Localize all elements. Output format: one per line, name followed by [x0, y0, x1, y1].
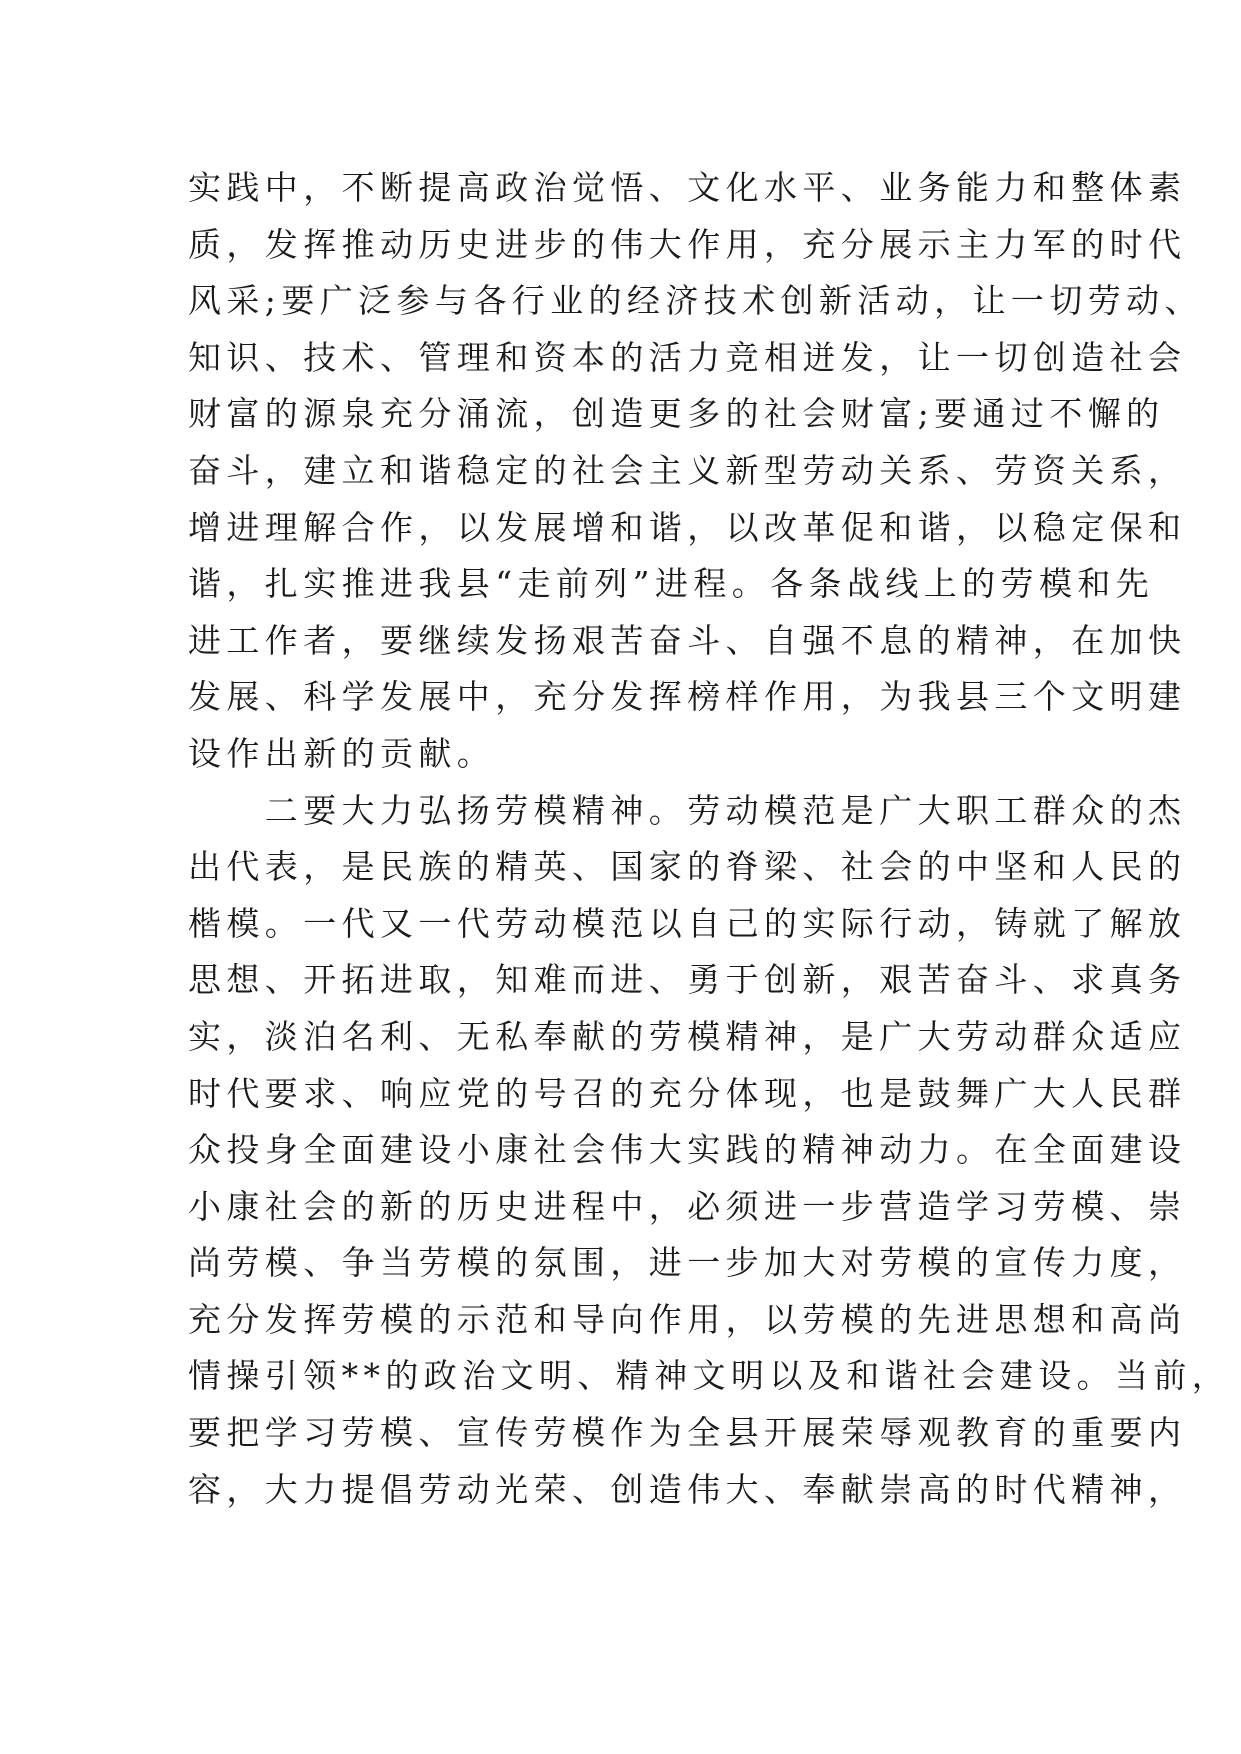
- text-line: 思想、开拓进取，知难而进、勇于创新，艰苦奋斗、求真务: [188, 960, 1187, 1000]
- text-line: 楷模。一代又一代劳动模范以自己的实际行动，铸就了解放: [188, 903, 1187, 943]
- text-line: 财富的源泉充分涌流，创造更多的社会财富;要通过不懈的: [188, 394, 1165, 434]
- text-line: 实，淡泊名利、无私奉献的劳模精神，是广大劳动群众适应: [188, 1016, 1187, 1056]
- text-line: 发展、科学发展中，充分发挥榜样作用，为我县三个文明建: [188, 677, 1187, 717]
- text-line: 质，发挥推动历史进步的伟大作用，充分展示主力军的时代: [188, 224, 1187, 264]
- text-line: 众投身全面建设小康社会伟大实践的精神动力。在全面建设: [188, 1130, 1187, 1170]
- text-line: 容，大力提倡劳动光荣、创造伟大、奉献崇高的时代精神，: [188, 1469, 1187, 1509]
- text-line: 出代表，是民族的精英、国家的脊梁、社会的中坚和人民的: [188, 847, 1187, 887]
- text-line: 设作出新的贡献。: [188, 733, 496, 773]
- text-line: 二要大力弘扬劳模精神。劳动模范是广大职工群众的杰: [188, 790, 1187, 830]
- paragraph-1: [188, 160, 1203, 783]
- text-line: 尚劳模、争当劳模的氛围，进一步加大对劳模的宣传力度，: [188, 1243, 1187, 1283]
- text-line: 时代要求、响应党的号召的充分体现，也是鼓舞广大人民群: [188, 1073, 1187, 1113]
- text-line: 实践中，不断提高政治觉悟、文化水平、业务能力和整体素: [188, 168, 1187, 207]
- document-body: [188, 160, 1231, 1518]
- text-line: 要把学习劳模、宣传劳模作为全县开展荣辱观教育的重要内: [188, 1413, 1187, 1453]
- text-line: 奋斗，建立和谐稳定的社会主义新型劳动关系、劳资关系，: [188, 450, 1187, 490]
- text-line: 知识、技术、管理和资本的活力竞相迸发，让一切创造社会: [188, 337, 1187, 377]
- text-line: 增进理解合作，以发展增和谐，以改革促和谐，以稳定保和: [188, 507, 1187, 547]
- text-line: 小康社会的新的历史进程中，必须进一步营造学习劳模、崇: [188, 1186, 1187, 1226]
- paragraph-2: [188, 783, 1231, 1519]
- text-line: 进工作者，要继续发扬艰苦奋斗、自强不息的精神，在加快: [188, 620, 1187, 660]
- text-line: 充分发挥劳模的示范和导向作用，以劳模的先进思想和高尚: [188, 1299, 1187, 1339]
- text-line: 情操引领**的政治文明、精神文明以及和谐社会建设。当前，: [188, 1356, 1231, 1396]
- text-line: 谐，扎实推进我县“走前列”进程。各条战线上的劳模和先: [188, 564, 1155, 604]
- text-line: 风采;要广泛参与各行业的经济技术创新活动，让一切劳动、: [188, 281, 1203, 321]
